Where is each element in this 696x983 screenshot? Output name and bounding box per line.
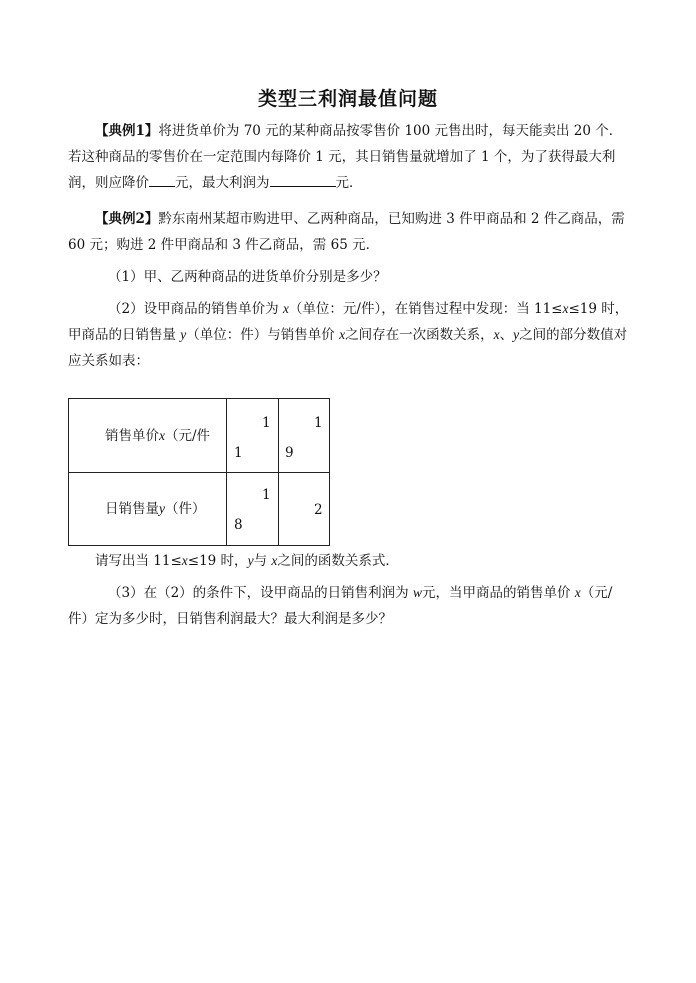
after-table-text — [68, 548, 630, 632]
question-3 — [68, 580, 630, 632]
q2-var-y2: y — [513, 327, 520, 342]
example1-label: 【典例1】 — [95, 123, 159, 139]
example2-label: 【典例2】 — [95, 211, 159, 227]
after-var-y: y — [247, 553, 254, 568]
table-row2-label — [105, 501, 206, 517]
q2-text-c: ≤19 时，甲商品的日销售量 — [68, 301, 629, 343]
q2-text-d: （单位：件）与销售单价 — [186, 327, 340, 343]
q2-var-y: y — [180, 327, 187, 342]
answer-blank-long — [270, 172, 336, 187]
example2-paragraph — [68, 206, 630, 258]
q2-var-x2: x — [562, 301, 569, 316]
body-text — [68, 118, 630, 374]
q2-text-b: （单位：元/件），在销售过程中发现：当 11≤ — [288, 301, 563, 317]
value-table — [68, 398, 330, 546]
q2-text-g: 之间的部分数值对应关系如表： — [68, 327, 628, 369]
table-cell: 2 — [314, 502, 323, 518]
after-var-x2: x — [271, 553, 278, 568]
after-text-c: 与 — [253, 553, 272, 569]
q2-var-x: x — [282, 301, 289, 316]
q3-text-b: 元，当甲商品的销售单价 — [422, 585, 575, 601]
row1-label-text: 销售单价 — [105, 428, 159, 444]
row2-label-unit: （件） — [165, 501, 206, 517]
q2-text-e: 之间存在一次函数关系， — [345, 327, 494, 343]
q2-text-a: （2）设甲商品的销售单价为 — [108, 301, 283, 317]
table-row1-label — [105, 428, 210, 444]
table-cell: 1 — [262, 487, 271, 503]
q3-var-x: x — [574, 585, 581, 600]
after-var-x: x — [181, 553, 188, 568]
after-text-d: 之间的函数关系式． — [277, 553, 399, 569]
question-2 — [68, 296, 630, 374]
table-cell: 1 — [314, 415, 323, 431]
table-cell: 1 — [262, 415, 271, 431]
table-cell: 9 — [285, 445, 294, 461]
row2-label-var: y — [159, 501, 165, 516]
row1-label-var: x — [159, 428, 165, 443]
q3-text-c: （元/件）定为多少时，日销售利润最大？最大利润是多少？ — [68, 585, 613, 627]
example1-text-b: 元，最大利润为 — [175, 175, 270, 191]
function-request — [68, 548, 630, 574]
question-1: （1）甲、乙两种商品的进货单价分别是多少？ — [108, 269, 387, 285]
table-cell: 1 — [234, 445, 243, 461]
q2-text-f: 、 — [499, 327, 514, 343]
table-cell: 8 — [234, 517, 243, 533]
example1-paragraph — [68, 118, 630, 196]
after-text-a: 请写出当 11≤ — [95, 553, 182, 569]
answer-blank-short — [149, 172, 175, 187]
example1-text-c: 元． — [335, 175, 363, 191]
example2-intro: 黔东南州某超市购进甲、乙两种商品，已知购进 3 件甲商品和 2 件乙商品，需 60 元；购进 2 件甲商品和 3 件乙商品，需 65 元． — [68, 211, 625, 253]
after-text-b: ≤19 时， — [187, 553, 248, 569]
row2-label-text: 日销售量 — [105, 501, 159, 517]
row1-label-unit: （元/件 — [165, 428, 211, 444]
table-divider — [69, 472, 329, 473]
q3-text-a: （3）在（2）的条件下，设甲商品的日销售利润为 — [108, 585, 413, 601]
q2-var-x3: x — [339, 327, 346, 342]
q3-var-w: w — [412, 585, 422, 600]
page-title: 类型三利润最值问题 — [257, 88, 438, 110]
q2-var-x4: x — [493, 327, 500, 342]
example1-text-a: 将进货单价为 70 元的某种商品按零售价 100 元售出时，每天能卖出 20 个．若这种商品的零售价在一定范围内每降价 1 元，其日销售量就增加了 1 个，为了获得最大利润，则应降价 — [68, 123, 623, 191]
